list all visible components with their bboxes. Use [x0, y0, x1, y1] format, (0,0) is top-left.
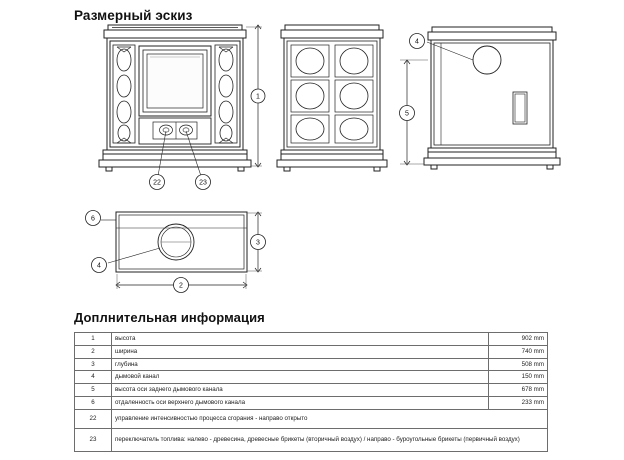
callout-5: 5 [405, 110, 409, 118]
row-description: ширина [112, 345, 489, 358]
row-value: 233 mm [489, 396, 548, 409]
specs-table-wrap [74, 332, 548, 452]
row-description: глубина [112, 358, 489, 371]
row-value: 150 mm [489, 371, 548, 384]
row-value: 508 mm [489, 358, 548, 371]
row-number: 1 [75, 333, 112, 346]
row-number: 6 [75, 396, 112, 409]
callout-4-top: 4 [97, 262, 101, 270]
side-view [400, 27, 561, 169]
row-number: 22 [75, 409, 112, 428]
callout-6: 6 [91, 215, 95, 223]
row-description: отдаленность оси верхнего дымового канала [112, 396, 489, 409]
callout-22: 22 [153, 179, 161, 187]
row-description: дымовой канал [112, 371, 489, 384]
row-value: 678 mm [489, 384, 548, 397]
page-title-info: Доплнительная информация [74, 310, 265, 325]
callout-4-side: 4 [415, 38, 419, 46]
row-description: высота оси заднего дымового канала [112, 384, 489, 397]
table-row [75, 428, 548, 451]
row-value: 740 mm [489, 345, 548, 358]
callout-2: 2 [179, 282, 183, 290]
grid-view [277, 25, 387, 171]
row-number: 3 [75, 358, 112, 371]
row-number: 23 [75, 428, 112, 451]
specs-table-body [75, 333, 548, 452]
row-value: 902 mm [489, 333, 548, 346]
callout-labels [91, 39, 419, 290]
table-row [75, 396, 548, 409]
callout-3: 3 [256, 239, 260, 247]
table-row [75, 384, 548, 397]
table-row [75, 371, 548, 384]
callout-23: 23 [199, 179, 207, 187]
callout-1: 1 [256, 93, 260, 101]
row-description: переключатель топлива: налево - древесина, древесные брикеты (вторичный воздух) / направо - буроугольные брикеты (первичный воздух) [112, 428, 548, 451]
row-number: 2 [75, 345, 112, 358]
page-title-sketch: Размерный эскиз [74, 8, 193, 23]
table-row [75, 409, 548, 428]
front-view [99, 25, 265, 190]
table-row [75, 333, 548, 346]
row-description: управление интенсивностью процесса сгорания - направо открыто [112, 409, 548, 428]
top-view [86, 211, 266, 293]
row-description: высота [112, 333, 489, 346]
table-row [75, 358, 548, 371]
row-number: 5 [75, 384, 112, 397]
specs-table [74, 332, 548, 452]
row-number: 4 [75, 371, 112, 384]
table-row [75, 345, 548, 358]
